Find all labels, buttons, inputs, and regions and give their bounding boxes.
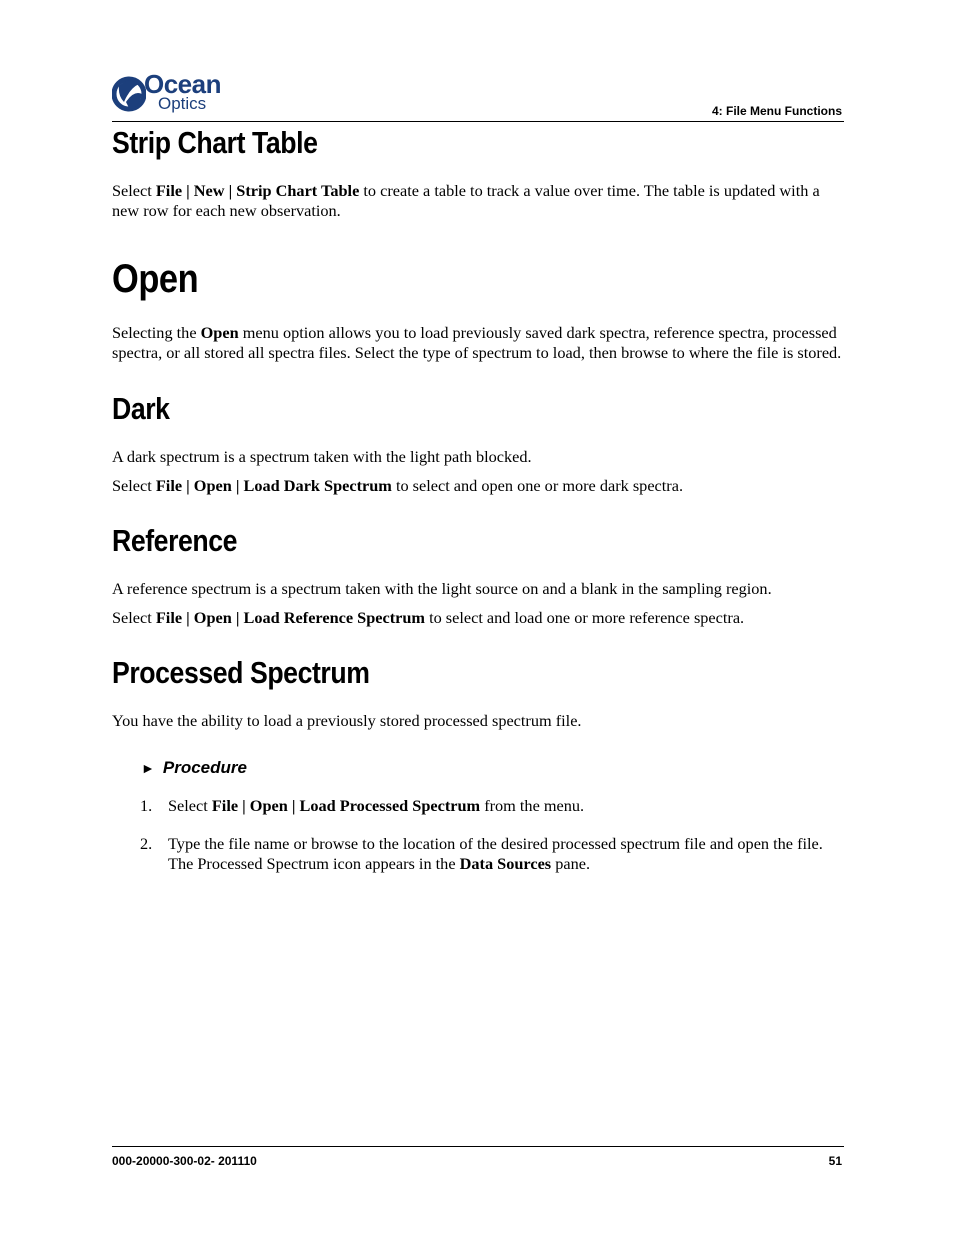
strip-chart-paragraph bbox=[112, 181, 844, 221]
menu-path: File | Open | Load Processed Spectrum bbox=[211, 796, 481, 815]
text: Select bbox=[112, 181, 156, 200]
menu-path: File | Open | Load Dark Spectrum bbox=[155, 476, 392, 495]
ocean-optics-logo bbox=[112, 70, 232, 116]
menu-path: File | Open | Load Reference Spectrum bbox=[155, 608, 425, 627]
page-header bbox=[112, 70, 844, 122]
list-item bbox=[112, 834, 844, 874]
logo-ocean-text: Ocean bbox=[144, 69, 221, 99]
text: Select bbox=[168, 796, 212, 815]
text: to select and open one or more dark spectra. bbox=[391, 476, 684, 495]
heading-dark: Dark bbox=[112, 391, 170, 426]
text: to select and load one or more reference spectra. bbox=[425, 608, 745, 627]
step-number: 1. bbox=[140, 796, 153, 815]
heading-strip-chart-table: Strip Chart Table bbox=[112, 125, 318, 160]
page-footer bbox=[112, 1146, 844, 1168]
dark-instruction bbox=[112, 476, 844, 496]
document-number: 000-20000-300-02- 201110 bbox=[112, 1154, 257, 1168]
reference-description: A reference spectrum is a spectrum taken with the light source on and a blank in the sampling region. bbox=[112, 579, 772, 598]
pane-name: Data Sources bbox=[459, 854, 552, 873]
text: Selecting the bbox=[112, 323, 201, 342]
arrow-right-icon: ► bbox=[141, 760, 155, 776]
list-item bbox=[112, 796, 844, 816]
text: Select bbox=[112, 608, 156, 627]
menu-path: File | New | Strip Chart Table bbox=[155, 181, 360, 200]
running-header: 4: File Menu Functions bbox=[711, 104, 842, 118]
text: to create a table to track a value over time. The table is updated with a new row for each new observation. bbox=[112, 181, 820, 220]
procedure-steps bbox=[112, 796, 844, 874]
text: pane. bbox=[551, 854, 591, 873]
heading-reference: Reference bbox=[112, 523, 238, 558]
text: from the menu. bbox=[480, 796, 585, 815]
logo-optics-text: Optics bbox=[158, 94, 207, 113]
procedure-heading bbox=[141, 758, 844, 778]
open-paragraph bbox=[112, 323, 844, 363]
reference-instruction bbox=[112, 608, 844, 628]
processed-description: You have the ability to load a previously stored processed spectrum file. bbox=[112, 711, 582, 730]
step-number: 2. bbox=[140, 834, 153, 853]
text: Type the file name or browse to the location of the desired processed spectrum file and open the file. The Processed Spectrum icon appears in the bbox=[168, 834, 823, 873]
dark-description: A dark spectrum is a spectrum taken with the light path blocked. bbox=[112, 447, 532, 466]
procedure-label: Procedure bbox=[162, 758, 247, 777]
page-number: 51 bbox=[828, 1154, 842, 1168]
heading-processed-spectrum: Processed Spectrum bbox=[112, 655, 370, 690]
text: menu option allows you to load previously saved dark spectra, reference spectra, processed spectra, or all stored all spectra files. Select the type of spectrum to load, then browse to where the file is stored. bbox=[112, 323, 842, 362]
page-content bbox=[112, 125, 844, 874]
heading-open: Open bbox=[112, 257, 199, 301]
logo-swirl-icon bbox=[112, 72, 146, 116]
text: Select bbox=[112, 476, 156, 495]
menu-option: Open bbox=[200, 323, 239, 342]
